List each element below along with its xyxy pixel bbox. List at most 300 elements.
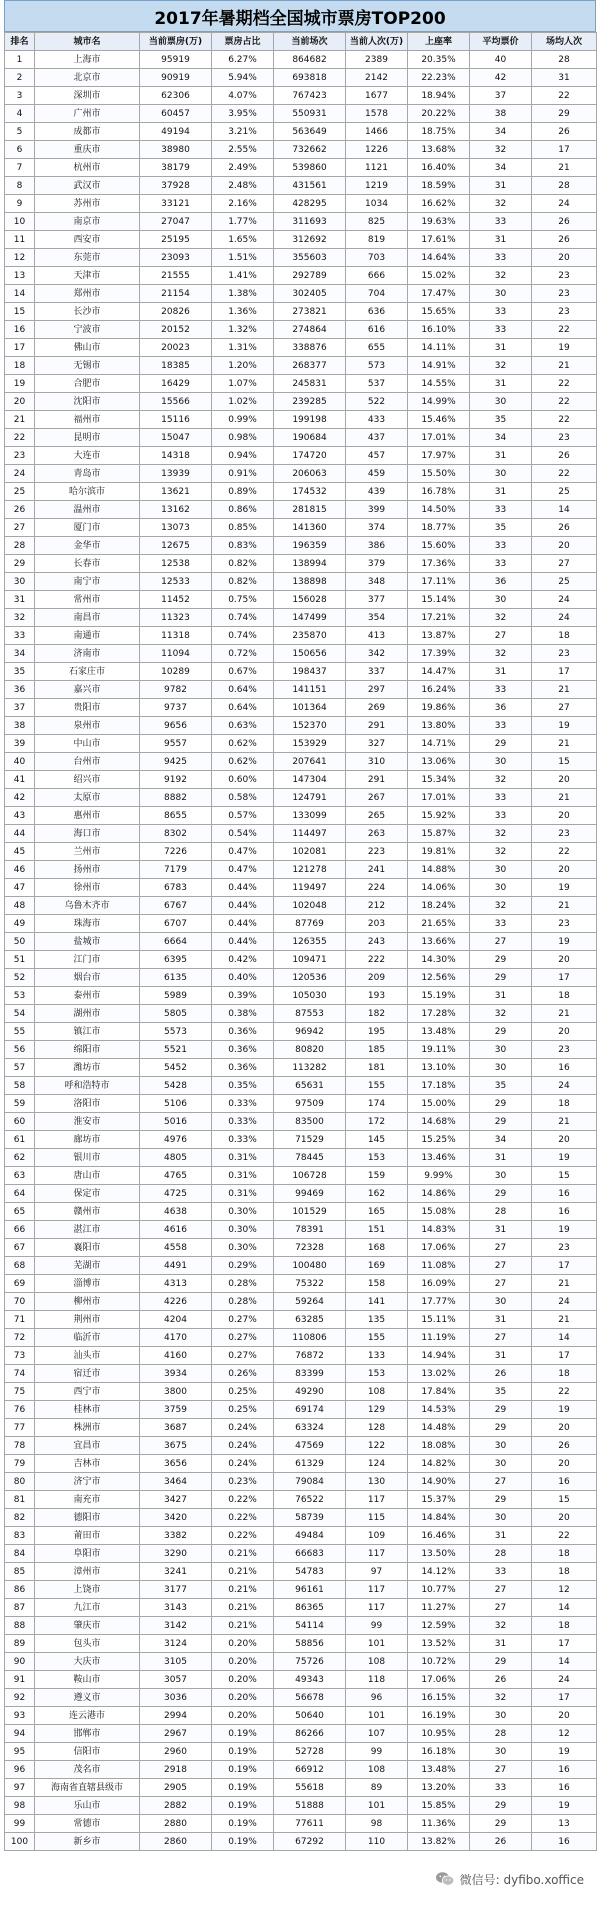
cell-rank: 91 xyxy=(5,1671,35,1689)
cell-admissions: 433 xyxy=(346,411,408,429)
table-row xyxy=(5,771,597,789)
cell-screenings: 767423 xyxy=(274,87,346,105)
cell-share: 1.51% xyxy=(212,249,274,267)
cell-avg-per-show: 27 xyxy=(532,699,597,717)
cell-screenings: 693818 xyxy=(274,69,346,87)
cell-avg-per-show: 16 xyxy=(532,1761,597,1779)
cell-avg-price: 30 xyxy=(470,285,532,303)
cell-screenings: 58739 xyxy=(274,1509,346,1527)
table-row xyxy=(5,1491,597,1509)
cell-box-office: 15116 xyxy=(140,411,212,429)
cell-admissions: 165 xyxy=(346,1203,408,1221)
cell-share: 0.21% xyxy=(212,1599,274,1617)
table-row xyxy=(5,1347,597,1365)
cell-admissions: 98 xyxy=(346,1815,408,1833)
cell-avg-per-show: 24 xyxy=(532,1671,597,1689)
cell-box-office: 4725 xyxy=(140,1185,212,1203)
cell-rank: 71 xyxy=(5,1311,35,1329)
cell-box-office: 21555 xyxy=(140,267,212,285)
cell-city: 扬州市 xyxy=(35,861,140,879)
cell-admissions: 128 xyxy=(346,1419,408,1437)
cell-avg-price: 31 xyxy=(470,1347,532,1365)
cell-occupancy: 14.83% xyxy=(408,1221,470,1239)
table-row xyxy=(5,249,597,267)
cell-share: 0.35% xyxy=(212,1077,274,1095)
table-row xyxy=(5,1041,597,1059)
cell-rank: 17 xyxy=(5,339,35,357)
cell-city: 漳州市 xyxy=(35,1563,140,1581)
header-occupancy: 上座率 xyxy=(408,33,470,51)
cell-occupancy: 15.65% xyxy=(408,303,470,321)
table-row xyxy=(5,1635,597,1653)
header-rank: 排名 xyxy=(5,33,35,51)
cell-box-office: 5521 xyxy=(140,1041,212,1059)
cell-admissions: 118 xyxy=(346,1671,408,1689)
cell-avg-price: 32 xyxy=(470,843,532,861)
cell-screenings: 153929 xyxy=(274,735,346,753)
cell-occupancy: 14.12% xyxy=(408,1563,470,1581)
cell-city: 信阳市 xyxy=(35,1743,140,1761)
cell-avg-price: 36 xyxy=(470,699,532,717)
cell-occupancy: 14.82% xyxy=(408,1455,470,1473)
cell-screenings: 152370 xyxy=(274,717,346,735)
cell-box-office: 14318 xyxy=(140,447,212,465)
cell-admissions: 212 xyxy=(346,897,408,915)
cell-share: 0.98% xyxy=(212,429,274,447)
table-row xyxy=(5,1743,597,1761)
cell-city: 南通市 xyxy=(35,627,140,645)
cell-city: 绵阳市 xyxy=(35,1041,140,1059)
cell-avg-per-show: 15 xyxy=(532,1167,597,1185)
cell-rank: 85 xyxy=(5,1563,35,1581)
cell-box-office: 11318 xyxy=(140,627,212,645)
cell-box-office: 90919 xyxy=(140,69,212,87)
cell-rank: 58 xyxy=(5,1077,35,1095)
cell-rank: 16 xyxy=(5,321,35,339)
cell-avg-per-show: 15 xyxy=(532,1491,597,1509)
cell-city: 乌鲁木齐市 xyxy=(35,897,140,915)
cell-rank: 97 xyxy=(5,1779,35,1797)
table-row xyxy=(5,1383,597,1401)
cell-rank: 83 xyxy=(5,1527,35,1545)
cell-occupancy: 10.72% xyxy=(408,1653,470,1671)
cell-admissions: 151 xyxy=(346,1221,408,1239)
cell-occupancy: 15.00% xyxy=(408,1095,470,1113)
cell-city: 呼和浩特市 xyxy=(35,1077,140,1095)
cell-admissions: 101 xyxy=(346,1635,408,1653)
cell-box-office: 12538 xyxy=(140,555,212,573)
table-row xyxy=(5,1779,597,1797)
cell-occupancy: 14.84% xyxy=(408,1509,470,1527)
cell-city: 沈阳市 xyxy=(35,393,140,411)
cell-box-office: 3675 xyxy=(140,1437,212,1455)
cell-rank: 88 xyxy=(5,1617,35,1635)
cell-screenings: 47569 xyxy=(274,1437,346,1455)
cell-occupancy: 18.75% xyxy=(408,123,470,141)
cell-screenings: 56678 xyxy=(274,1689,346,1707)
cell-admissions: 337 xyxy=(346,663,408,681)
cell-city: 北京市 xyxy=(35,69,140,87)
cell-admissions: 703 xyxy=(346,249,408,267)
cell-occupancy: 16.10% xyxy=(408,321,470,339)
cell-avg-per-show: 14 xyxy=(532,501,597,519)
table-row xyxy=(5,537,597,555)
cell-avg-per-show: 20 xyxy=(532,1419,597,1437)
cell-avg-per-show: 21 xyxy=(532,1311,597,1329)
cell-avg-price: 29 xyxy=(470,1401,532,1419)
cell-box-office: 15566 xyxy=(140,393,212,411)
cell-admissions: 243 xyxy=(346,933,408,951)
cell-occupancy: 15.08% xyxy=(408,1203,470,1221)
cell-box-office: 2905 xyxy=(140,1779,212,1797)
cell-rank: 43 xyxy=(5,807,35,825)
cell-rank: 57 xyxy=(5,1059,35,1077)
cell-occupancy: 18.77% xyxy=(408,519,470,537)
table-row xyxy=(5,411,597,429)
cell-share: 0.22% xyxy=(212,1509,274,1527)
cell-rank: 28 xyxy=(5,537,35,555)
cell-city: 肇庆市 xyxy=(35,1617,140,1635)
cell-admissions: 153 xyxy=(346,1149,408,1167)
cell-occupancy: 13.66% xyxy=(408,933,470,951)
cell-screenings: 121278 xyxy=(274,861,346,879)
cell-admissions: 2142 xyxy=(346,69,408,87)
cell-screenings: 120536 xyxy=(274,969,346,987)
cell-admissions: 108 xyxy=(346,1761,408,1779)
cell-rank: 12 xyxy=(5,249,35,267)
cell-avg-price: 31 xyxy=(470,483,532,501)
table-row xyxy=(5,1365,597,1383)
cell-rank: 39 xyxy=(5,735,35,753)
table-row xyxy=(5,267,597,285)
table-row xyxy=(5,1095,597,1113)
cell-city: 常德市 xyxy=(35,1815,140,1833)
cell-screenings: 190684 xyxy=(274,429,346,447)
cell-rank: 26 xyxy=(5,501,35,519)
cell-occupancy: 16.18% xyxy=(408,1743,470,1761)
table-row xyxy=(5,591,597,609)
cell-box-office: 27047 xyxy=(140,213,212,231)
cell-avg-per-show: 20 xyxy=(532,537,597,555)
cell-occupancy: 15.14% xyxy=(408,591,470,609)
cell-avg-price: 32 xyxy=(470,771,532,789)
cell-share: 0.83% xyxy=(212,537,274,555)
cell-avg-per-show: 20 xyxy=(532,807,597,825)
cell-share: 2.55% xyxy=(212,141,274,159)
cell-rank: 56 xyxy=(5,1041,35,1059)
cell-admissions: 129 xyxy=(346,1401,408,1419)
cell-admissions: 130 xyxy=(346,1473,408,1491)
cell-share: 1.31% xyxy=(212,339,274,357)
cell-occupancy: 18.08% xyxy=(408,1437,470,1455)
table-row xyxy=(5,141,597,159)
cell-rank: 34 xyxy=(5,645,35,663)
cell-avg-per-show: 19 xyxy=(532,1743,597,1761)
cell-rank: 11 xyxy=(5,231,35,249)
cell-share: 0.40% xyxy=(212,969,274,987)
cell-avg-per-show: 12 xyxy=(532,1725,597,1743)
cell-box-office: 13939 xyxy=(140,465,212,483)
cell-rank: 7 xyxy=(5,159,35,177)
cell-share: 0.38% xyxy=(212,1005,274,1023)
cell-share: 0.36% xyxy=(212,1023,274,1041)
cell-avg-per-show: 31 xyxy=(532,69,597,87)
cell-occupancy: 15.92% xyxy=(408,807,470,825)
cell-admissions: 169 xyxy=(346,1257,408,1275)
table-row xyxy=(5,159,597,177)
cell-screenings: 245831 xyxy=(274,375,346,393)
cell-share: 0.75% xyxy=(212,591,274,609)
cell-screenings: 273821 xyxy=(274,303,346,321)
cell-avg-price: 33 xyxy=(470,789,532,807)
cell-screenings: 78391 xyxy=(274,1221,346,1239)
cell-rank: 46 xyxy=(5,861,35,879)
cell-rank: 47 xyxy=(5,879,35,897)
cell-admissions: 174 xyxy=(346,1095,408,1113)
cell-avg-price: 29 xyxy=(470,735,532,753)
cell-screenings: 66912 xyxy=(274,1761,346,1779)
cell-occupancy: 19.81% xyxy=(408,843,470,861)
cell-occupancy: 13.52% xyxy=(408,1635,470,1653)
table-row xyxy=(5,1239,597,1257)
cell-avg-price: 33 xyxy=(470,501,532,519)
cell-avg-price: 36 xyxy=(470,573,532,591)
cell-box-office: 33121 xyxy=(140,195,212,213)
cell-share: 1.77% xyxy=(212,213,274,231)
cell-box-office: 2994 xyxy=(140,1707,212,1725)
cell-box-office: 5016 xyxy=(140,1113,212,1131)
cell-avg-per-show: 24 xyxy=(532,1293,597,1311)
cell-rank: 20 xyxy=(5,393,35,411)
cell-avg-price: 30 xyxy=(470,1293,532,1311)
cell-occupancy: 16.40% xyxy=(408,159,470,177)
cell-admissions: 193 xyxy=(346,987,408,1005)
cell-city: 东莞市 xyxy=(35,249,140,267)
cell-screenings: 58856 xyxy=(274,1635,346,1653)
cell-screenings: 87553 xyxy=(274,1005,346,1023)
cell-occupancy: 11.19% xyxy=(408,1329,470,1347)
table-row xyxy=(5,933,597,951)
cell-share: 0.82% xyxy=(212,555,274,573)
cell-share: 0.44% xyxy=(212,915,274,933)
cell-box-office: 4160 xyxy=(140,1347,212,1365)
cell-screenings: 100480 xyxy=(274,1257,346,1275)
cell-rank: 62 xyxy=(5,1149,35,1167)
cell-avg-price: 27 xyxy=(470,1257,532,1275)
cell-avg-price: 29 xyxy=(470,1185,532,1203)
cell-screenings: 50640 xyxy=(274,1707,346,1725)
cell-city: 杭州市 xyxy=(35,159,140,177)
cell-avg-price: 30 xyxy=(470,1455,532,1473)
cell-avg-per-show: 18 xyxy=(532,987,597,1005)
table-row xyxy=(5,447,597,465)
cell-rank: 94 xyxy=(5,1725,35,1743)
cell-box-office: 8882 xyxy=(140,789,212,807)
cell-admissions: 399 xyxy=(346,501,408,519)
cell-avg-per-show: 18 xyxy=(532,1545,597,1563)
cell-screenings: 86365 xyxy=(274,1599,346,1617)
cell-avg-price: 34 xyxy=(470,123,532,141)
cell-box-office: 5428 xyxy=(140,1077,212,1095)
cell-avg-price: 35 xyxy=(470,519,532,537)
cell-box-office: 4204 xyxy=(140,1311,212,1329)
cell-screenings: 311693 xyxy=(274,213,346,231)
cell-screenings: 274864 xyxy=(274,321,346,339)
cell-admissions: 825 xyxy=(346,213,408,231)
table-row xyxy=(5,735,597,753)
cell-share: 0.42% xyxy=(212,951,274,969)
cell-share: 0.24% xyxy=(212,1437,274,1455)
cell-screenings: 150656 xyxy=(274,645,346,663)
cell-avg-per-show: 19 xyxy=(532,717,597,735)
cell-avg-per-show: 20 xyxy=(532,1023,597,1041)
cell-occupancy: 19.11% xyxy=(408,1041,470,1059)
table-row xyxy=(5,339,597,357)
cell-rank: 100 xyxy=(5,1833,35,1851)
table-row xyxy=(5,321,597,339)
cell-share: 4.07% xyxy=(212,87,274,105)
table-row xyxy=(5,1581,597,1599)
cell-rank: 13 xyxy=(5,267,35,285)
cell-admissions: 354 xyxy=(346,609,408,627)
cell-admissions: 616 xyxy=(346,321,408,339)
cell-screenings: 102048 xyxy=(274,897,346,915)
cell-screenings: 61329 xyxy=(274,1455,346,1473)
table-row xyxy=(5,87,597,105)
cell-occupancy: 15.85% xyxy=(408,1797,470,1815)
cell-occupancy: 14.50% xyxy=(408,501,470,519)
cell-occupancy: 10.95% xyxy=(408,1725,470,1743)
cell-avg-per-show: 14 xyxy=(532,1329,597,1347)
cell-screenings: 77611 xyxy=(274,1815,346,1833)
cell-admissions: 99 xyxy=(346,1617,408,1635)
cell-share: 0.26% xyxy=(212,1365,274,1383)
cell-screenings: 292789 xyxy=(274,267,346,285)
cell-avg-price: 30 xyxy=(470,861,532,879)
cell-share: 0.20% xyxy=(212,1671,274,1689)
cell-city: 宿迁市 xyxy=(35,1365,140,1383)
cell-city: 海口市 xyxy=(35,825,140,843)
cell-box-office: 62306 xyxy=(140,87,212,105)
cell-city: 株洲市 xyxy=(35,1419,140,1437)
cell-city: 成都市 xyxy=(35,123,140,141)
header-box-office: 当前票房(万) xyxy=(140,33,212,51)
cell-share: 0.63% xyxy=(212,717,274,735)
cell-screenings: 196359 xyxy=(274,537,346,555)
cell-box-office: 3800 xyxy=(140,1383,212,1401)
cell-city: 无锡市 xyxy=(35,357,140,375)
cell-admissions: 241 xyxy=(346,861,408,879)
cell-screenings: 147304 xyxy=(274,771,346,789)
cell-avg-per-show: 13 xyxy=(532,1815,597,1833)
table-row xyxy=(5,1761,597,1779)
cell-occupancy: 16.15% xyxy=(408,1689,470,1707)
cell-box-office: 3177 xyxy=(140,1581,212,1599)
cell-avg-price: 26 xyxy=(470,1833,532,1851)
cell-admissions: 155 xyxy=(346,1329,408,1347)
cell-rank: 65 xyxy=(5,1203,35,1221)
cell-occupancy: 15.37% xyxy=(408,1491,470,1509)
cell-share: 1.36% xyxy=(212,303,274,321)
cell-screenings: 69174 xyxy=(274,1401,346,1419)
table-row xyxy=(5,897,597,915)
cell-avg-price: 27 xyxy=(470,1473,532,1491)
cell-avg-per-show: 26 xyxy=(532,1437,597,1455)
cell-avg-per-show: 22 xyxy=(532,843,597,861)
cell-share: 0.21% xyxy=(212,1581,274,1599)
cell-box-office: 9656 xyxy=(140,717,212,735)
table-row xyxy=(5,231,597,249)
cell-admissions: 162 xyxy=(346,1185,408,1203)
cell-city: 宁波市 xyxy=(35,321,140,339)
cell-screenings: 80820 xyxy=(274,1041,346,1059)
cell-rank: 8 xyxy=(5,177,35,195)
cell-avg-price: 33 xyxy=(470,681,532,699)
cell-occupancy: 14.99% xyxy=(408,393,470,411)
cell-box-office: 4170 xyxy=(140,1329,212,1347)
table-row xyxy=(5,1401,597,1419)
cell-share: 0.82% xyxy=(212,573,274,591)
cell-avg-price: 33 xyxy=(470,717,532,735)
cell-avg-per-show: 23 xyxy=(532,429,597,447)
cell-screenings: 138994 xyxy=(274,555,346,573)
cell-box-office: 49194 xyxy=(140,123,212,141)
table-row xyxy=(5,609,597,627)
table-row xyxy=(5,1509,597,1527)
table-row xyxy=(5,1653,597,1671)
cell-screenings: 431561 xyxy=(274,177,346,195)
cell-share: 0.22% xyxy=(212,1491,274,1509)
cell-box-office: 60457 xyxy=(140,105,212,123)
cell-share: 0.33% xyxy=(212,1131,274,1149)
cell-rank: 1 xyxy=(5,51,35,69)
box-office-table xyxy=(4,32,597,1851)
cell-box-office: 38980 xyxy=(140,141,212,159)
cell-box-office: 13162 xyxy=(140,501,212,519)
cell-screenings: 78445 xyxy=(274,1149,346,1167)
cell-avg-per-show: 24 xyxy=(532,591,597,609)
cell-box-office: 5573 xyxy=(140,1023,212,1041)
cell-avg-per-show: 24 xyxy=(532,1077,597,1095)
cell-rank: 52 xyxy=(5,969,35,987)
cell-box-office: 20023 xyxy=(140,339,212,357)
table-row xyxy=(5,987,597,1005)
table-row xyxy=(5,1833,597,1851)
cell-share: 0.86% xyxy=(212,501,274,519)
table-row xyxy=(5,1149,597,1167)
cell-admissions: 182 xyxy=(346,1005,408,1023)
cell-occupancy: 13.02% xyxy=(408,1365,470,1383)
cell-avg-price: 30 xyxy=(470,1041,532,1059)
cell-admissions: 89 xyxy=(346,1779,408,1797)
cell-rank: 54 xyxy=(5,1005,35,1023)
cell-avg-per-show: 19 xyxy=(532,1149,597,1167)
cell-rank: 19 xyxy=(5,375,35,393)
table-row xyxy=(5,825,597,843)
cell-avg-price: 32 xyxy=(470,825,532,843)
header-city: 城市名 xyxy=(35,33,140,51)
cell-avg-price: 32 xyxy=(470,897,532,915)
cell-rank: 18 xyxy=(5,357,35,375)
cell-avg-per-show: 23 xyxy=(532,645,597,663)
cell-screenings: 355603 xyxy=(274,249,346,267)
cell-rank: 92 xyxy=(5,1689,35,1707)
cell-avg-price: 33 xyxy=(470,537,532,555)
cell-rank: 75 xyxy=(5,1383,35,1401)
cell-rank: 77 xyxy=(5,1419,35,1437)
cell-share: 0.21% xyxy=(212,1617,274,1635)
cell-screenings: 141360 xyxy=(274,519,346,537)
